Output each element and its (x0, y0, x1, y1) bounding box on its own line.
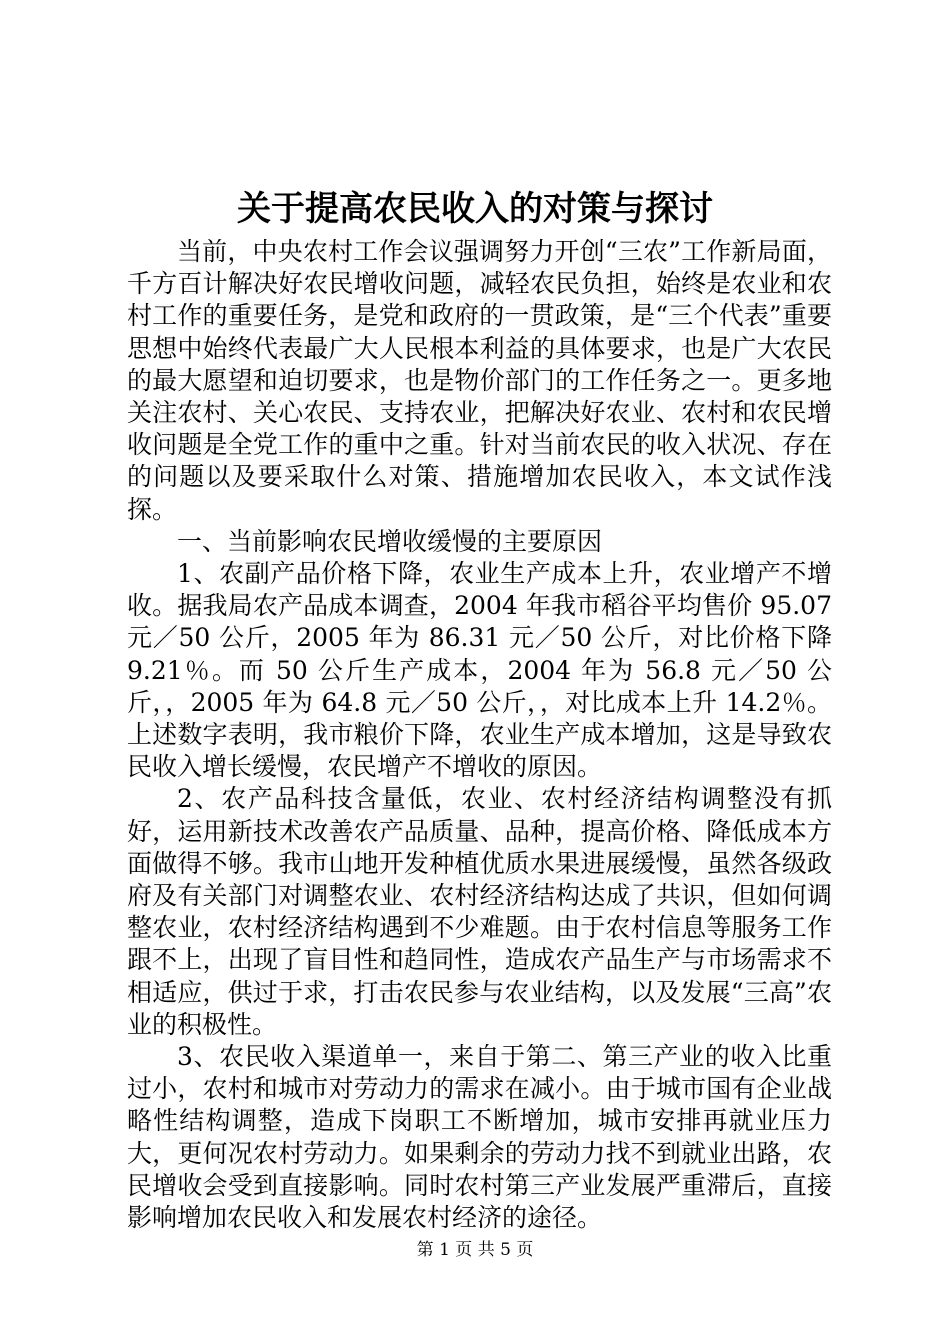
document-body (127, 236, 832, 1234)
section-heading-1: 一、当前影响农民增收缓慢的主要原因 (177, 526, 603, 556)
page-number-footer: 第 1 页 共 5 页 (416, 1240, 534, 1260)
paragraph-reason-2: 2、农产品科技含量低，农业、农村经济结构调整没有抓好，运用新技术改善农产品质量、品种，提高价格、降低成本方面做得不够。我市山地开发种植优质水果进展缓慢，虽然各级政府及有关部门对调整农业、农村经济结构达成了共识，但如何调整农业，农村经济结构遇到不少难题。由于农村信息等服务工作跟不上，出现了盲目性和趋同性，造成农产品生产与市场需求不相适应，供过于求，打击农民参与农业结构，以及发展“三高”农业的积极性。 (127, 784, 832, 1039)
paragraph-reason-1: 1、农副产品价格下降，农业生产成本上升，农业增产不增收。据我局农产品成本调查，2004 年我市稻谷平均售价 95.07 元／50 公斤，2005 年为 86.31 元／50 公斤，对比价格下降 9.21％。而 50 公斤生产成本，2004 年为 56.8 元／50 公斤，，2005 年为 64.8 元／50 公斤，，对比成本上升 14.2％。上述数字表明，我市粮价下降，农业生产成本增加，这是导致农民收入增长缓慢，农民增产不增收的原因。 (127, 559, 832, 782)
paragraph-intro: 当前，中央农村工作会议强调努力开创“三农”工作新局面，千方百计解决好农民增收问题，减轻农民负担，始终是农业和农村工作的重要任务，是党和政府的一贯政策，是“三个代表”重要思想中始终代表最广大人民根本利益的具体要求，也是广大农民的最大愿望和迫切要求，也是物价部门的工作任务之一。更多地关注农村、关心农民、支持农业，把解决好农业、农村和农民增收问题是全党工作的重中之重。针对当前农民的收入状况、存在的问题以及要采取什么对策、措施增加农民收入，本文试作浅探。 (127, 237, 832, 524)
paragraph-reason-3: 3、农民收入渠道单一，来自于第二、第三产业的收入比重过小，农村和城市对劳动力的需求在减小。由于城市国有企业战略性结构调整，造成下岗职工不断增加，城市安排再就业压力大，更何况农村劳动力。如果剩余的劳动力找不到就业出路，农民增收会受到直接影响。同时农村第三产业发展严重滞后，直接影响增加农民收入和发展农村经济的途径。 (127, 1042, 832, 1233)
document-title: 关于提高农民收入的对策与探讨 (237, 189, 713, 229)
